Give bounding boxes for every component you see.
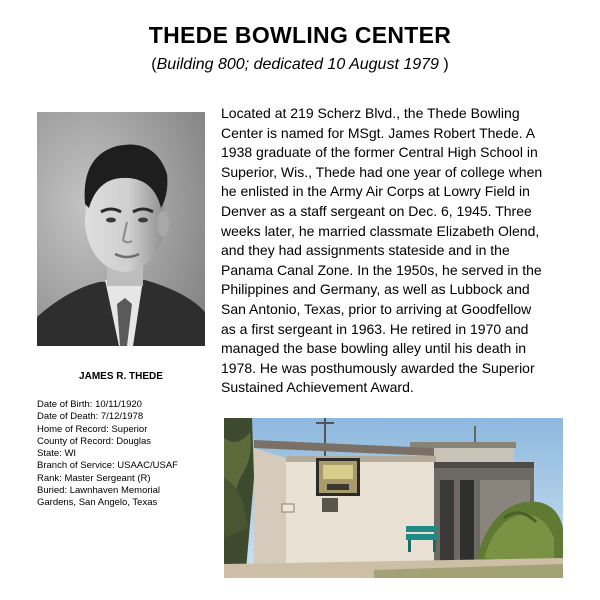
bio-line: as a first sergeant in 1963. He retired in 1970 and — [221, 320, 529, 337]
subtitle-open: ( — [151, 56, 157, 73]
building-photo — [224, 418, 563, 578]
fact-branch: Branch of Service: USAAC/USAF — [37, 460, 178, 472]
fact-buried-cont: Gardens, San Angelo, Texas — [37, 497, 158, 509]
fact-birth: Date of Birth: 10/11/1920 — [37, 399, 142, 410]
bio-line: Center is named for MSgt. James Robert Thede. A — [221, 124, 536, 141]
bio-line: and they had assignments stateside and in the — [221, 242, 510, 259]
biography-text — [221, 104, 575, 398]
fact-rank: Rank: Master Sergeant (R) — [37, 472, 151, 484]
bio-line: Denver as a staff sergeant on Dec. 6, 1945. Three — [221, 202, 532, 219]
bio-line: Panama Canal Zone. In the 1950s, he served in the — [221, 261, 542, 278]
bio-line: 1938 graduate of the former Central High School in — [221, 144, 538, 161]
subtitle-close: ) — [438, 56, 449, 73]
fact-state: State: WI — [37, 448, 77, 460]
bio-line: San Antonio, Texas, prior to arriving at Goodfellow — [221, 300, 532, 317]
person-facts — [37, 399, 207, 510]
bio-line: he enlisted in the Army Air Corps at Lowry Field in — [221, 183, 530, 200]
fact-county: County of Record: Douglas — [37, 435, 152, 447]
page-subtitle — [0, 56, 600, 74]
bio-line: Superior, Wis., Thede had one year of college when — [221, 163, 543, 180]
person-name: JAMES R. THEDE — [79, 371, 163, 382]
bio-line: Sustained Achievement Award. — [221, 379, 414, 396]
fact-death: Date of Death: 7/12/1978 — [37, 411, 144, 423]
fact-buried: Buried: Lawnhaven Memorial — [37, 485, 161, 497]
fact-home: Home of Record: Superior — [37, 423, 148, 435]
bio-line: weeks later, he married classmate Elizabeth Olend, — [221, 222, 540, 239]
bio-line: 1978. He was posthumously awarded the Superior — [221, 359, 535, 376]
bio-line: managed the base bowling alley until his death in — [221, 340, 527, 357]
subtitle-text: Building 800; dedicated 10 August 1979 — [156, 56, 439, 73]
bio-line: Philippines and Germany, as well as Lubbock and — [221, 281, 530, 298]
bio-line: Located at 219 Scherz Blvd., the Thede Bowling — [221, 105, 520, 121]
portrait-photo — [37, 112, 205, 346]
page-title: THEDE BOWLING CENTER — [148, 22, 452, 48]
